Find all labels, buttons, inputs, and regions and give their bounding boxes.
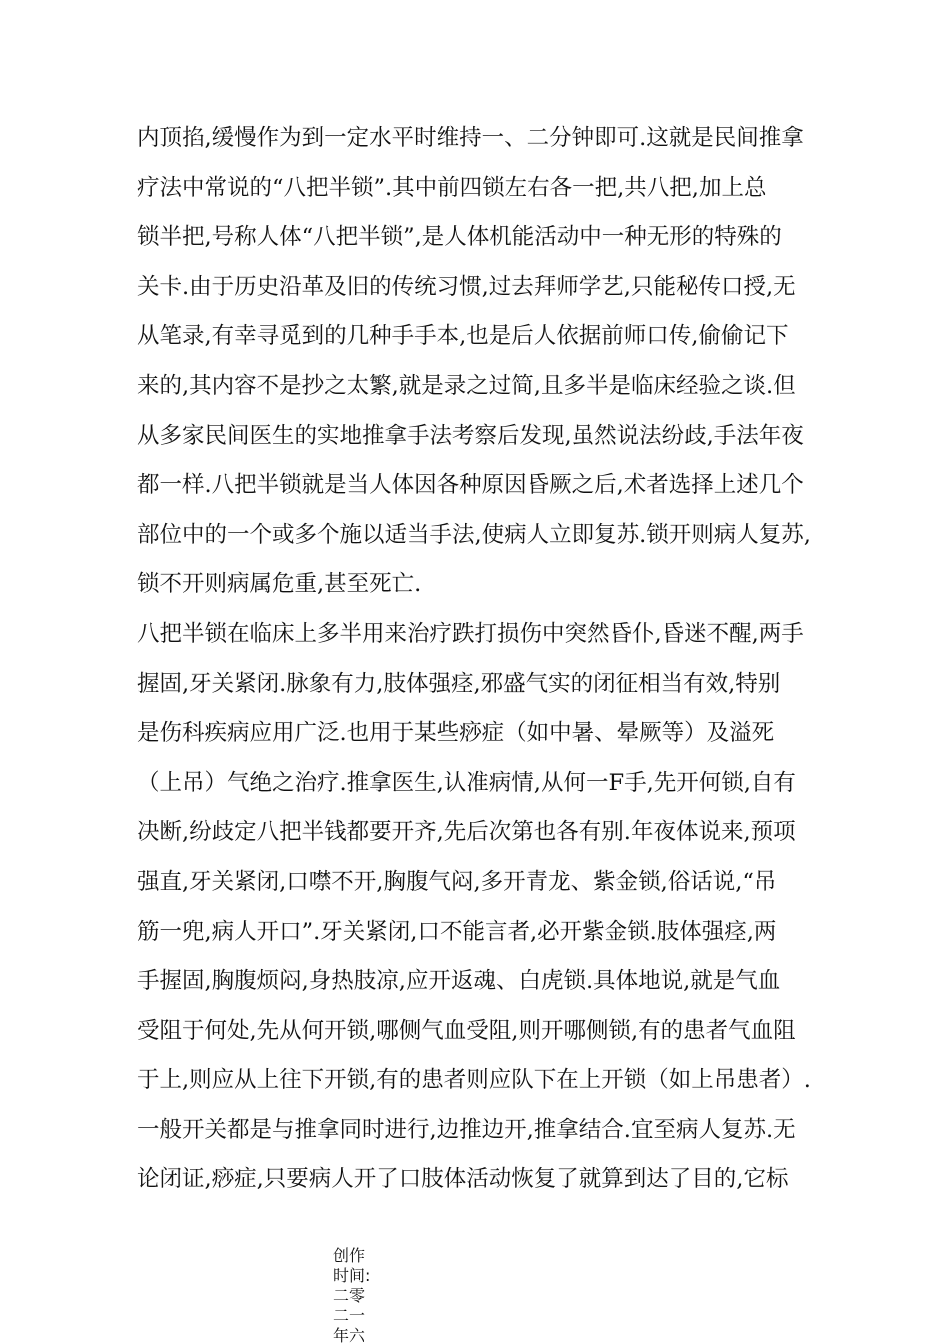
text-line: 从多家民间医生的实地推拿手法考察后发现,虽然说法纷歧,手法年夜 (137, 422, 804, 449)
text-line: 八把半锁在临床上多半用来治疗跌打损伤中突然昏仆,昏迷不醒,两手 (137, 620, 804, 647)
text-line: 于上,则应从上往下开锁,有的患者则应队下在上开锁（如上吊患者）. (137, 1067, 811, 1094)
text-line: 受阻于何处,先从何开锁,哪侧气血受阻,则开哪侧锁,有的患者气血阻 (137, 1017, 796, 1044)
text-line: 部位中的一个或多个施以适当手法,使病人立即复苏.锁开则病人复苏, (137, 521, 811, 548)
text-line: 是伤科疾病应用广泛.也用于某些痧症（如中暑、晕厥等）及溢死 (137, 720, 775, 747)
text-line: 来的,其内容不是抄之太繁,就是录之过简,且多半是临床经验之谈.但 (137, 372, 796, 399)
text-line: 从笔录,有幸寻觅到的几种手手本,也是后人依据前师口传,偷偷记下 (137, 323, 789, 350)
text-line: （上吊）气绝之治疗.推拿医生,认准病情,从何一F手,先开何锁,自有 (137, 769, 796, 796)
text-line: 锁半把,号称人体“八把半锁”,是人体机能活动中一种无形的特殊的 (137, 224, 782, 251)
text-line: 都一样.八把半锁就是当人体因各种原因昏厥之后,术者选择上述几个 (137, 472, 804, 499)
text-line: 锁不开则病属危重,甚至死亡. (137, 571, 422, 598)
body-text (137, 114, 827, 1205)
text-line: 疗法中常说的“八把半锁”.其中前四锁左右各一把,共八把,加上总 (137, 174, 767, 201)
text-line: 握固,牙关紧闭.脉象有力,肢体强痉,邪盛气实的闭征相当有效,特别 (137, 670, 781, 697)
text-line: 论闭证,痧症,只要病人开了口肢体活动恢复了就算到达了目的,它标 (137, 1166, 789, 1193)
text-line: 一般开关都是与推拿同时进行,边推边开,推拿结合.宜至病人复苏.无 (137, 1116, 796, 1143)
text-line: 决断,纷歧定八把半钱都要开齐,先后次第也各有别.年夜体说来,预项 (137, 819, 796, 846)
creation-date-footer: 创作时间:二零二一年六 (333, 1246, 371, 1344)
text-line: 关卡.由于历史沿革及旧的传统习惯,过去拜师学艺,只能秘传口授,无 (137, 273, 796, 300)
text-line: 内顶掐,缓慢作为到一定水平时维持一、二分钟即可.这就是民间推拿 (137, 125, 804, 151)
text-line: 筋一兜,病人开口”.牙关紧闭,口不能言者,必开紫金锁.肢体强痉,两 (137, 918, 777, 945)
text-line: 手握固,胸腹烦闷,身热肢凉,应开返魂、白虎锁.具体地说,就是气血 (137, 968, 781, 995)
text-line: 强直,牙关紧闭,口噤不开,胸腹气闷,多开青龙、紫金锁,俗话说,“吊 (137, 868, 777, 895)
